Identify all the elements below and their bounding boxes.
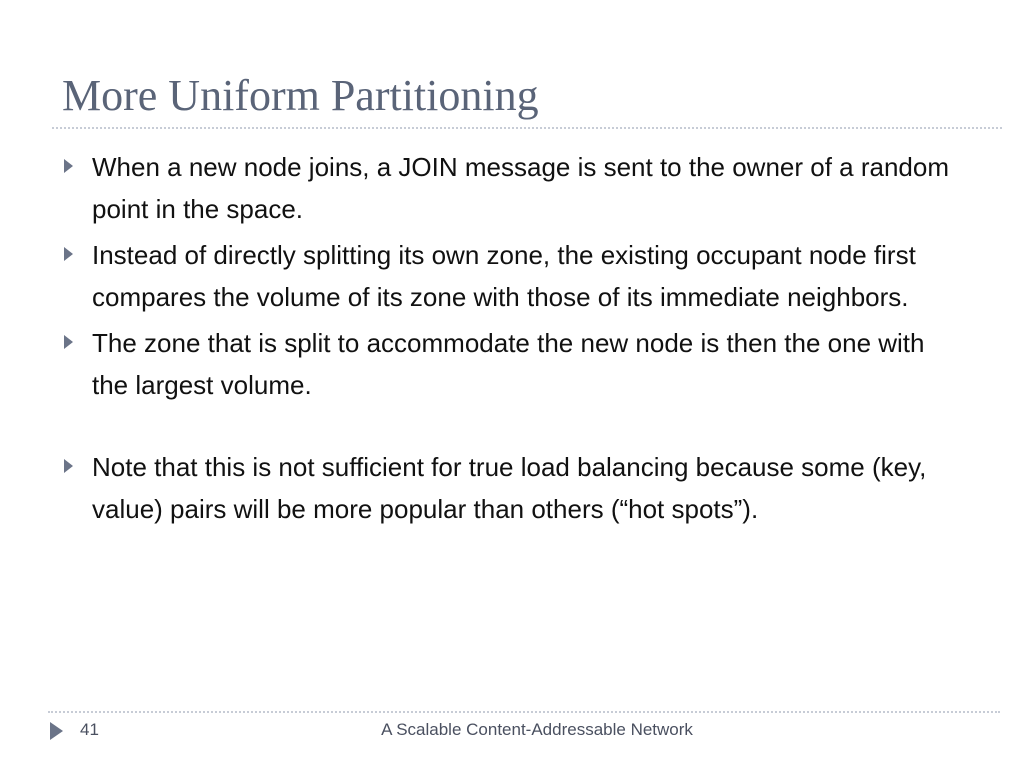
bullet-item <box>62 234 962 318</box>
bullet-item <box>62 446 962 530</box>
bullet-text: Note that this is not sufficient for true load balancing because some (key, value) pairs will be more popular than others (“hot spots”). <box>92 452 927 524</box>
bullet-text: When a new node joins, a JOIN message is sent to the owner of a random point in the space. <box>92 152 950 224</box>
bullet-item <box>62 146 962 230</box>
bullet-text: Instead of directly splitting its own zone, the existing occupant node first compares the volume of its zone with those of its immediate neighbors. <box>92 240 916 312</box>
bullet-list <box>62 146 962 534</box>
bullet-arrow-icon <box>64 159 73 173</box>
bullet-text: The zone that is split to accommodate the new node is then the one with the largest volume. <box>92 328 925 400</box>
footer-title: A Scalable Content-Addressable Network <box>381 720 693 739</box>
title-divider <box>52 127 1002 129</box>
bullet-arrow-icon <box>64 335 73 349</box>
bullet-arrow-icon <box>64 247 73 261</box>
slide-number: 41 <box>80 720 99 739</box>
footer-divider <box>48 711 1000 713</box>
bullet-item <box>62 322 962 406</box>
bullet-arrow-icon <box>64 459 73 473</box>
slide-title: More Uniform Partitioning <box>62 71 539 120</box>
